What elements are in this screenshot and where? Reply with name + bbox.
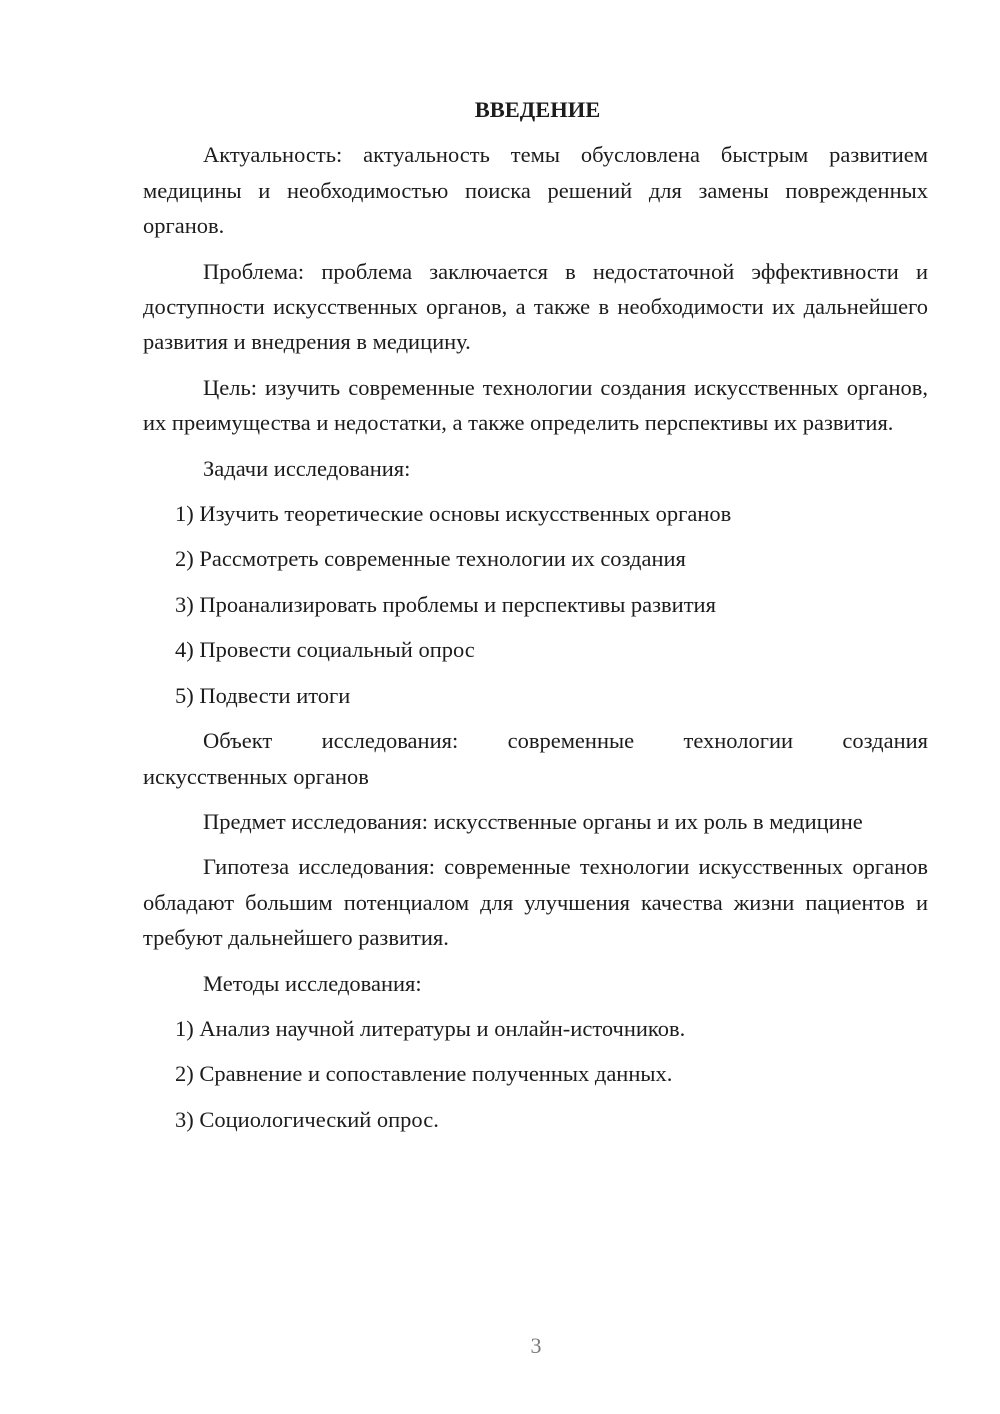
object-line-1: Объект исследования: современные технологии создания	[203, 728, 928, 754]
list-item: 1) Анализ научной литературы и онлайн-источников.	[175, 1015, 686, 1041]
page-number: 3	[530, 1333, 542, 1358]
methods-heading: Методы исследования:	[203, 970, 422, 996]
tasks-heading: Задачи исследования:	[203, 455, 411, 481]
paragraph-object	[143, 723, 928, 794]
paragraph-problem: Проблема: проблема заключается в недостаточной эффективности и доступности искусственных органов, а также в необходимости их дальнейшего развития и внедрения в медицину.	[143, 258, 928, 355]
list-item: 5) Подвести итоги	[175, 682, 351, 708]
page-content	[143, 92, 928, 1147]
list-item: 3) Проанализировать проблемы и перспективы развития	[175, 591, 716, 617]
paragraph-relevance: Актуальность: актуальность темы обусловлена быстрым развитием медицины и необходимостью поиска решений для замены поврежденных органов.	[143, 142, 928, 239]
list-item: 3) Социологический опрос.	[175, 1106, 439, 1132]
paragraph-hypothesis: Гипотеза исследования: современные технологии искусственных органов обладают большим потенциалом для улучшения качества жизни пациентов и требуют дальнейшего развития.	[143, 854, 928, 951]
paragraph-goal: Цель: изучить современные технологии создания искусственных органов, их преимущества и недостатки, а также определить перспективы их развития.	[143, 374, 928, 436]
list-item: 1) Изучить теоретические основы искусственных органов	[175, 501, 732, 527]
paragraph-subject: Предмет исследования: искусственные органы и их роль в медицине	[203, 808, 863, 834]
list-item: 4) Провести социальный опрос	[175, 637, 475, 663]
tasks-list	[143, 496, 928, 713]
section-title: ВВЕДЕНИЕ	[474, 97, 601, 122]
list-item: 2) Рассмотреть современные технологии их создания	[175, 546, 686, 572]
methods-list	[143, 1011, 928, 1137]
object-line-2: искусственных органов	[143, 763, 369, 789]
list-item: 2) Сравнение и сопоставление полученных данных.	[175, 1061, 673, 1087]
